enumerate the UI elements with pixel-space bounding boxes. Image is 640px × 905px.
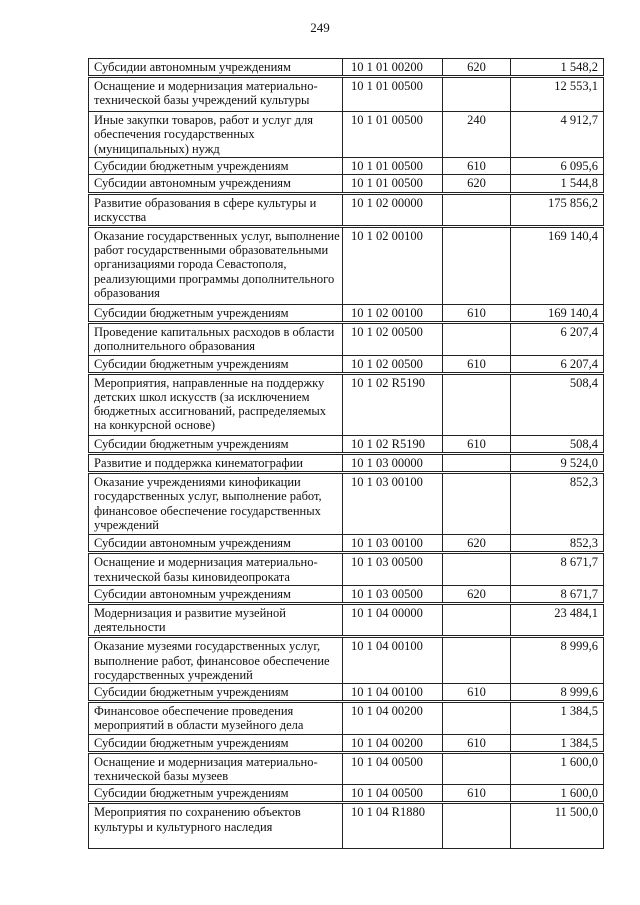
table-row (89, 175, 604, 193)
cell-amount: 1 600,0 (511, 752, 604, 784)
cell-code: 10 1 02 00000 (343, 193, 443, 226)
cell-name: Субсидии бюджетным учреждениям (89, 355, 343, 373)
cell-code: 10 1 02 00100 (343, 227, 443, 305)
table-row (89, 785, 604, 803)
cell-type (443, 77, 511, 112)
cell-type: 620 (443, 585, 511, 603)
cell-type (443, 637, 511, 684)
cell-amount: 11 500,0 (511, 803, 604, 849)
cell-amount: 6 207,4 (511, 323, 604, 355)
cell-type (443, 803, 511, 849)
cell-amount: 169 140,4 (511, 305, 604, 323)
cell-name: Оснащение и модернизация материально-технической базы учреждений культуры (89, 77, 343, 112)
cell-amount: 508,4 (511, 435, 604, 453)
cell-name: Оказание учреждениями кинофикации государственных услуг, выполнение работ, финансовое обеспечение государственных учреждений (89, 473, 343, 535)
cell-amount: 508,4 (511, 373, 604, 435)
cell-code: 10 1 02 00100 (343, 305, 443, 323)
cell-amount: 1 600,0 (511, 785, 604, 803)
table-row (89, 684, 604, 702)
cell-name: Оказание государственных услуг, выполнение работ государственными образовательными организациями города Севастополя, реализующими программы дополнительного образования (89, 227, 343, 305)
table-row (89, 158, 604, 175)
cell-amount: 6 207,4 (511, 355, 604, 373)
cell-code: 10 1 03 00500 (343, 585, 443, 603)
cell-name: Субсидии автономным учреждениям (89, 59, 343, 77)
table-row (89, 77, 604, 112)
cell-name: Субсидии бюджетным учреждениям (89, 684, 343, 702)
cell-name: Оснащение и модернизация материально-технической базы музеев (89, 752, 343, 784)
cell-name: Финансовое обеспечение проведения мероприятий в области музейного дела (89, 702, 343, 734)
cell-name: Мероприятия по сохранению объектов культуры и культурного наследия (89, 803, 343, 849)
cell-code: 10 1 04 00100 (343, 637, 443, 684)
cell-type: 610 (443, 158, 511, 175)
cell-type (443, 323, 511, 355)
table-row (89, 702, 604, 734)
cell-amount: 8 671,7 (511, 553, 604, 585)
cell-name: Субсидии бюджетным учреждениям (89, 305, 343, 323)
cell-code: 10 1 02 00500 (343, 355, 443, 373)
table-row (89, 803, 604, 849)
cell-type (443, 227, 511, 305)
cell-amount: 12 553,1 (511, 77, 604, 112)
cell-amount: 169 140,4 (511, 227, 604, 305)
cell-code: 10 1 03 00000 (343, 454, 443, 473)
budget-table-body (89, 59, 604, 849)
cell-type (443, 473, 511, 535)
cell-code: 10 1 04 00200 (343, 734, 443, 752)
cell-code: 10 1 02 00500 (343, 323, 443, 355)
cell-name: Субсидии автономным учреждениям (89, 585, 343, 603)
cell-code: 10 1 04 00200 (343, 702, 443, 734)
page-number: 249 (310, 20, 330, 35)
cell-code: 10 1 01 00200 (343, 59, 443, 77)
cell-type: 620 (443, 175, 511, 193)
cell-name: Субсидии бюджетным учреждениям (89, 734, 343, 752)
table-row (89, 604, 604, 637)
cell-code: 10 1 04 00100 (343, 684, 443, 702)
cell-amount: 6 095,6 (511, 158, 604, 175)
cell-code: 10 1 02 R5190 (343, 435, 443, 453)
cell-code: 10 1 01 00500 (343, 112, 443, 158)
cell-code: 10 1 02 R5190 (343, 373, 443, 435)
cell-code: 10 1 03 00100 (343, 535, 443, 553)
cell-code: 10 1 04 00500 (343, 752, 443, 784)
cell-name: Субсидии бюджетным учреждениям (89, 158, 343, 175)
table-row (89, 227, 604, 305)
cell-amount: 23 484,1 (511, 604, 604, 637)
cell-amount: 852,3 (511, 473, 604, 535)
cell-type (443, 752, 511, 784)
cell-code: 10 1 03 00500 (343, 553, 443, 585)
cell-name: Оказание музеями государственных услуг, выполнение работ, финансовое обеспечение государственных учреждений (89, 637, 343, 684)
cell-name: Субсидии бюджетным учреждениям (89, 435, 343, 453)
cell-name: Модернизация и развитие музейной деятельности (89, 604, 343, 637)
cell-amount: 1 548,2 (511, 59, 604, 77)
table-row (89, 734, 604, 752)
cell-name: Проведение капитальных расходов в области дополнительного образования (89, 323, 343, 355)
cell-amount: 1 544,8 (511, 175, 604, 193)
table-row (89, 535, 604, 553)
cell-type: 610 (443, 435, 511, 453)
cell-code: 10 1 03 00100 (343, 473, 443, 535)
cell-amount: 1 384,5 (511, 702, 604, 734)
table-row (89, 305, 604, 323)
cell-name: Мероприятия, направленные на поддержку детских школ искусств (за исключением бюджетных ассигнований, распределяемых на конкурсной основе) (89, 373, 343, 435)
table-row (89, 473, 604, 535)
cell-type: 620 (443, 59, 511, 77)
table-row (89, 355, 604, 373)
cell-name: Субсидии бюджетным учреждениям (89, 785, 343, 803)
cell-amount: 4 912,7 (511, 112, 604, 158)
cell-type: 610 (443, 355, 511, 373)
cell-type (443, 373, 511, 435)
cell-code: 10 1 04 R1880 (343, 803, 443, 849)
cell-amount: 9 524,0 (511, 454, 604, 473)
cell-amount: 8 671,7 (511, 585, 604, 603)
table-row (89, 553, 604, 585)
table-row (89, 637, 604, 684)
cell-type (443, 193, 511, 226)
table-row (89, 323, 604, 355)
cell-code: 10 1 04 00000 (343, 604, 443, 637)
cell-type (443, 702, 511, 734)
cell-code: 10 1 01 00500 (343, 175, 443, 193)
cell-name: Иные закупки товаров, работ и услуг для обеспечения государственных (муниципальных) нужд (89, 112, 343, 158)
cell-type: 610 (443, 734, 511, 752)
cell-type: 620 (443, 535, 511, 553)
cell-name: Субсидии автономным учреждениям (89, 535, 343, 553)
budget-table (88, 58, 604, 849)
cell-amount: 175 856,2 (511, 193, 604, 226)
cell-code: 10 1 01 00500 (343, 158, 443, 175)
cell-type: 610 (443, 785, 511, 803)
cell-type (443, 553, 511, 585)
cell-amount: 852,3 (511, 535, 604, 553)
table-row (89, 752, 604, 784)
cell-name: Оснащение и модернизация материально-технической базы киновидеопроката (89, 553, 343, 585)
table-row (89, 193, 604, 226)
cell-type (443, 604, 511, 637)
table-row (89, 59, 604, 77)
cell-amount: 8 999,6 (511, 684, 604, 702)
table-row (89, 112, 604, 158)
table-row (89, 435, 604, 453)
cell-amount: 8 999,6 (511, 637, 604, 684)
table-row (89, 373, 604, 435)
cell-code: 10 1 01 00500 (343, 77, 443, 112)
cell-code: 10 1 04 00500 (343, 785, 443, 803)
table-row (89, 454, 604, 473)
cell-name: Развитие образования в сфере культуры и искусства (89, 193, 343, 226)
cell-amount: 1 384,5 (511, 734, 604, 752)
cell-type: 610 (443, 305, 511, 323)
cell-name: Развитие и поддержка кинематографии (89, 454, 343, 473)
table-row (89, 585, 604, 603)
cell-type: 610 (443, 684, 511, 702)
cell-type (443, 454, 511, 473)
cell-type: 240 (443, 112, 511, 158)
cell-name: Субсидии автономным учреждениям (89, 175, 343, 193)
